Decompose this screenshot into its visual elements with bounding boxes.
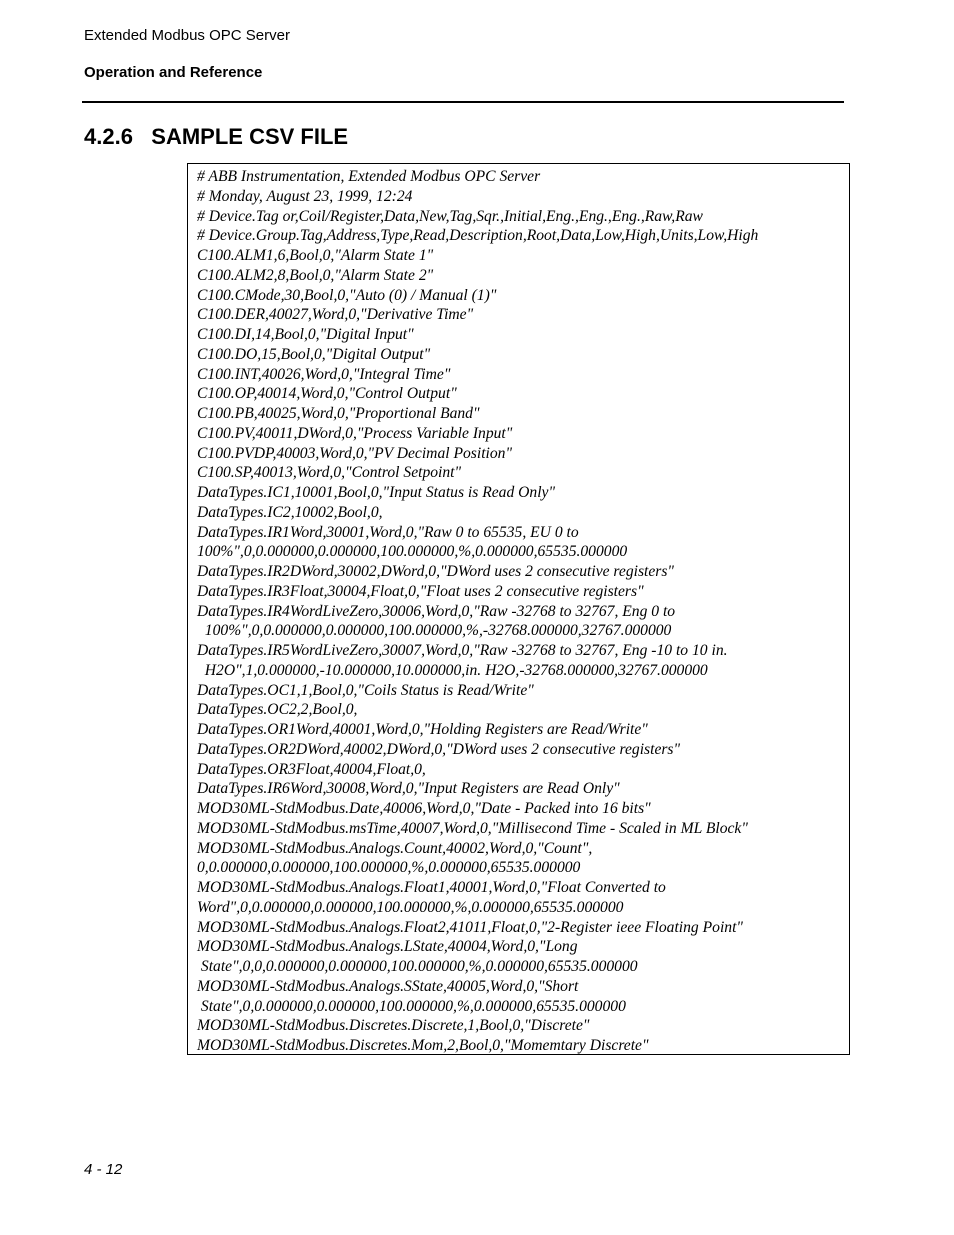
csv-line: DataTypes.IR3Float,30004,Float,0,"Float uses 2 consecutive registers" — [197, 582, 644, 600]
csv-line: C100.PV,40011,DWord,0,"Process Variable Input" — [197, 424, 513, 442]
csv-line: C100.DO,15,Bool,0,"Digital Output" — [197, 345, 431, 363]
section-heading — [84, 124, 348, 150]
csv-line: DataTypes.IR1Word,30001,Word,0,"Raw 0 to 65535, EU 0 to — [197, 523, 579, 541]
csv-line: MOD30ML-StdModbus.Date,40006,Word,0,"Date - Packed into 16 bits" — [197, 800, 651, 817]
page-number: 4 - 12 — [84, 1161, 123, 1178]
csv-line: MOD30ML-StdModbus.Discretes.Discrete,1,Bool,0,"Discrete" — [197, 1017, 590, 1035]
csv-line: 100%",0,0.000000,0.000000,100.000000,%,-32768.000000,32767.000000 — [197, 622, 672, 640]
csv-line: MOD30ML-StdModbus.Analogs.LState,40004,Word,0,"Long — [197, 938, 578, 956]
csv-line: C100.ALM2,8,Bool,0,"Alarm State 2" — [197, 266, 434, 284]
csv-line: C100.OP,40014,Word,0,"Control Output" — [197, 385, 457, 403]
csv-line: C100.INT,40026,Word,0,"Integral Time" — [197, 365, 451, 383]
csv-line: MOD30ML-StdModbus.Analogs.SState,40005,Word,0,"Short — [197, 977, 579, 995]
csv-line: H2O",1,0.000000,-10.000000,10.000000,in. H2O,-32768.000000,32767.000000 — [197, 661, 708, 679]
csv-line: Word",0,0.000000,0.000000,100.000000,%,0.000000,65535.000000 — [197, 898, 624, 916]
csv-line: DataTypes.OR2DWord,40002,DWord,0,"DWord uses 2 consecutive registers" — [197, 740, 681, 758]
csv-line: C100.SP,40013,Word,0,"Control Setpoint" — [197, 464, 462, 482]
csv-line: DataTypes.OC1,1,Bool,0,"Coils Status is Read/Write" — [197, 681, 534, 699]
csv-line: MOD30ML-StdModbus.Analogs.Float2,41011,Float,0,"2-Register ieee Floating Point" — [197, 918, 743, 936]
csv-line: DataTypes.OR3Float,40004,Float,0, — [197, 760, 426, 778]
csv-sample-box — [187, 163, 850, 1055]
document-header-title: Extended Modbus OPC Server — [84, 27, 290, 44]
header-divider — [82, 101, 844, 103]
csv-line: DataTypes.IC1,10001,Bool,0,"Input Status is Read Only" — [197, 484, 556, 501]
csv-line: # Device.Group.Tag,Address,Type,Read,Description,Root,Data,Low,High,Units,Low,High — [197, 227, 759, 245]
csv-line: 0,0.000000,0.000000,100.000000,%,0.000000,65535.000000 — [197, 859, 581, 877]
csv-line: MOD30ML-StdModbus.Analogs.Count,40002,Word,0,"Count", — [197, 839, 593, 857]
csv-line: C100.PVDP,40003,Word,0,"PV Decimal Position" — [197, 444, 513, 462]
document-header-subtitle: Operation and Reference — [84, 64, 263, 81]
csv-line: MOD30ML-StdModbus.Discretes.Mom,2,Bool,0,"Momemtary Discrete" — [197, 1037, 649, 1054]
csv-line: DataTypes.IR6Word,30008,Word,0,"Input Registers are Read Only" — [197, 780, 620, 798]
csv-line: State",0,0,0.000000,0.000000,100.000000,%,0.000000,65535.000000 — [197, 958, 638, 975]
csv-line: C100.DI,14,Bool,0,"Digital Input" — [197, 326, 414, 343]
csv-line: C100.CMode,30,Bool,0,"Auto (0) / Manual (1)" — [197, 286, 497, 304]
csv-line: DataTypes.OC2,2,Bool,0, — [197, 701, 358, 719]
csv-line: # Device.Tag or,Coil/Register,Data,New,Tag,Sqr.,Initial,Eng.,Eng.,Eng.,Raw,Raw — [197, 207, 703, 225]
csv-line: C100.PB,40025,Word,0,"Proportional Band" — [197, 405, 480, 422]
csv-line: MOD30ML-StdModbus.msTime,40007,Word,0,"Millisecond Time - Scaled in ML Block" — [197, 819, 748, 837]
csv-line: # Monday, August 23, 1999, 12:24 — [197, 187, 413, 205]
section-number: 4.2.6 — [84, 124, 133, 149]
csv-lines — [197, 167, 758, 1056]
csv-line: 100%",0,0.000000,0.000000,100.000000,%,0.000000,65535.000000 — [197, 543, 628, 561]
csv-line: DataTypes.IC2,10002,Bool,0, — [197, 503, 383, 521]
csv-line: MOD30ML-StdModbus.Analogs.Float1,40001,Word,0,"Float Converted to — [197, 879, 666, 896]
csv-line: C100.ALM1,6,Bool,0,"Alarm State 1" — [197, 247, 434, 264]
csv-line: DataTypes.IR2DWord,30002,DWord,0,"DWord uses 2 consecutive registers" — [197, 563, 674, 580]
csv-line: C100.DER,40027,Word,0,"Derivative Time" — [197, 306, 474, 324]
csv-line: DataTypes.IR5WordLiveZero,30007,Word,0,"Raw -32768 to 32767, Eng -10 to 10 in. — [197, 642, 728, 659]
csv-line: DataTypes.OR1Word,40001,Word,0,"Holding Registers are Read/Write" — [197, 721, 648, 738]
section-title: SAMPLE CSV FILE — [151, 124, 349, 149]
csv-line: # ABB Instrumentation, Extended Modbus OPC Server — [197, 168, 541, 185]
csv-line: DataTypes.IR4WordLiveZero,30006,Word,0,"Raw -32768 to 32767, Eng 0 to — [197, 602, 676, 620]
csv-line: State",0,0.000000,0.000000,100.000000,%,0.000000,65535.000000 — [197, 997, 626, 1015]
